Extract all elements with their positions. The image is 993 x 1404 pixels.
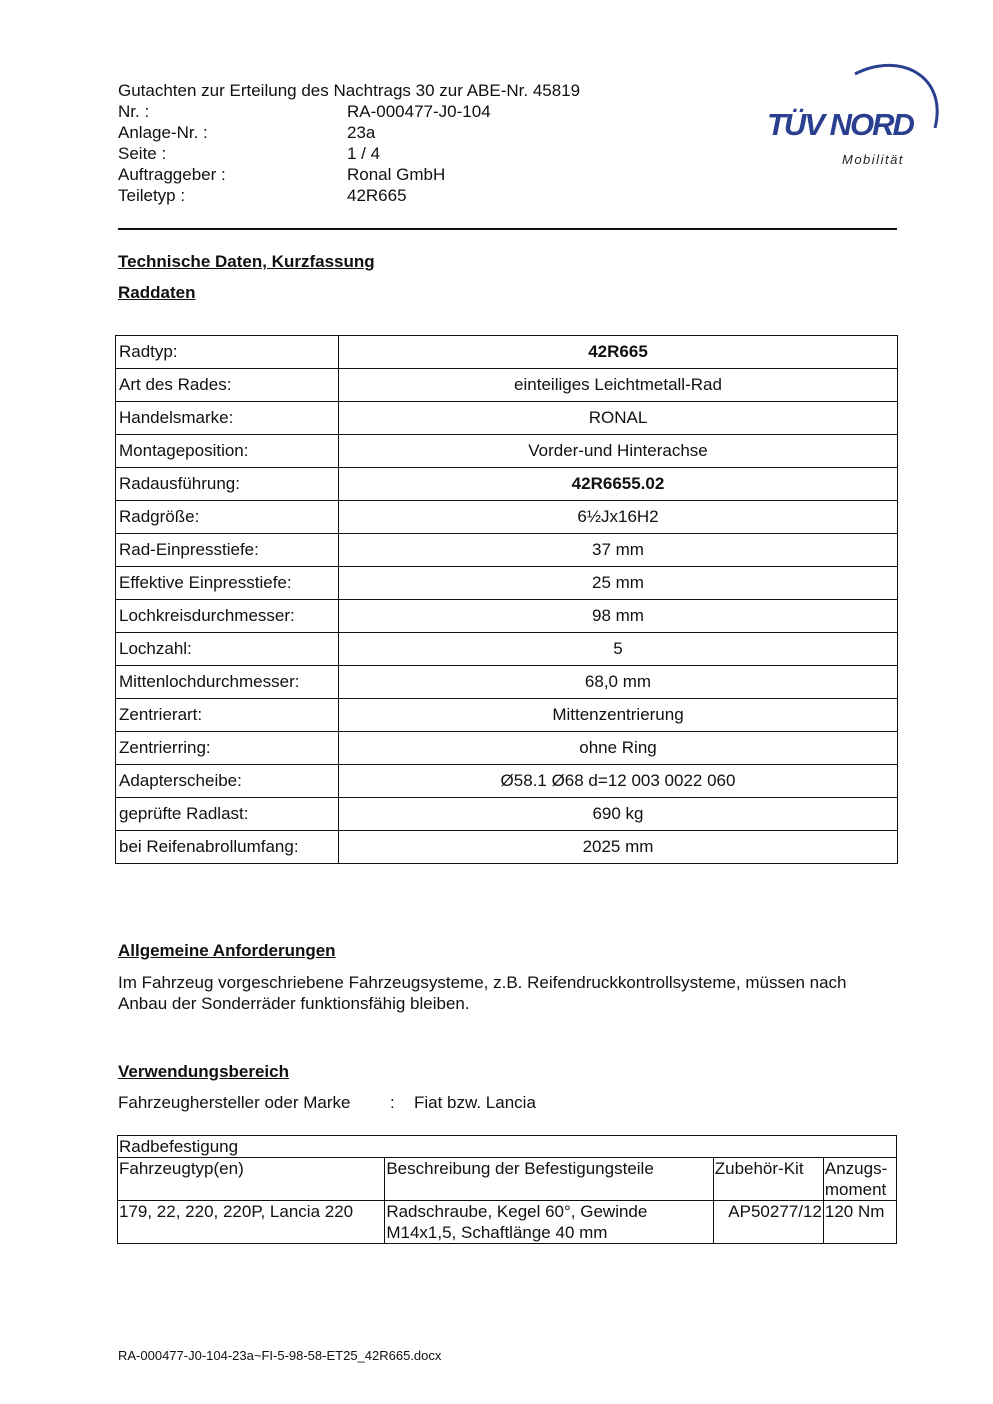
maker-label: Fahrzeughersteller oder Marke [118,1093,351,1112]
meta-row [118,164,580,185]
raddaten-value: 98 mm [339,600,898,633]
meta-row [118,101,580,122]
raddaten-value: 6½Jx16H2 [339,501,898,534]
meta-value: RA-000477-J0-104 [347,102,491,121]
raddaten-row [116,369,898,402]
raddaten-value: 25 mm [339,567,898,600]
meta-label: Auftraggeber : [118,165,226,184]
raddaten-label: Radausführung: [116,468,339,501]
meta-label: Nr. : [118,102,150,121]
raddaten-label: Adapterscheibe: [116,765,339,798]
meta-row [118,185,580,206]
raddaten-row [116,534,898,567]
raddaten-value: 2025 mm [339,831,898,864]
maker-separator: : [390,1093,395,1112]
raddaten-label: Mittenlochdurchmesser: [116,666,339,699]
raddaten-row [116,798,898,831]
document-header [118,80,580,206]
meta-row [118,122,580,143]
radbefestigung-header-cell: Anzugs- moment [823,1158,896,1201]
raddaten-label: Radgröße: [116,501,339,534]
raddaten-label: Montageposition: [116,435,339,468]
raddaten-value: 5 [339,633,898,666]
header-divider [118,228,897,230]
raddaten-label: geprüfte Radlast: [116,798,339,831]
raddaten-label: bei Reifenabrollumfang: [116,831,339,864]
meta-label: Anlage-Nr. : [118,123,208,142]
raddaten-label: Zentrierart: [116,699,339,732]
raddaten-row [116,765,898,798]
meta-label: Teiletyp : [118,186,186,205]
raddaten-value: 690 kg [339,798,898,831]
raddaten-row [116,435,898,468]
maker-line [118,1093,536,1113]
raddaten-label: Radtyp: [116,336,339,369]
raddaten-value: Ø58.1 Ø68 d=12 003 0022 060 [339,765,898,798]
radbefestigung-header-cell: Zubehör-Kit [713,1158,823,1201]
meta-value: 42R665 [347,186,407,205]
raddaten-label: Art des Rades: [116,369,339,402]
raddaten-value: Mittenzentrierung [339,699,898,732]
raddaten-value: Vorder-und Hinterachse [339,435,898,468]
raddaten-label: Lochzahl: [116,633,339,666]
footer-filename: RA-000477-J0-104-23a~FI-5-98-58-ET25_42R665.docx [118,1348,442,1363]
raddaten-row [116,468,898,501]
radbefestigung-cell: AP50277/12 [713,1201,823,1244]
raddaten-value: 42R665 [339,336,898,369]
meta-value: 1 / 4 [347,144,381,163]
logo-brand: TÜV NORD [767,107,913,142]
radbefestigung-table [117,1135,897,1244]
raddaten-row [116,732,898,765]
tech-heading: Technische Daten, Kurzfassung [118,252,375,271]
document-title: Gutachten zur Erteilung des Nachtrags 30 zur ABE-Nr. 45819 [118,81,581,100]
raddaten-row [116,501,898,534]
radbefestigung-title: Radbefestigung [118,1136,897,1158]
raddaten-row [116,699,898,732]
raddaten-value: ohne Ring [339,732,898,765]
raddaten-value: 42R6655.02 [339,468,898,501]
tuv-nord-logo [760,56,950,176]
header-meta-list [118,101,580,206]
allgemeine-text: Im Fahrzeug vorgeschriebene Fahrzeugsysteme, z.B. Reifendruckkontrollsysteme, müssen nach Anbau der Sonderräder funktionsfähig bleiben. [118,973,847,1013]
meta-value: Ronal GmbH [347,165,446,184]
raddaten-table [115,335,898,864]
raddaten-value: 37 mm [339,534,898,567]
logo-subtitle: Mobilität [842,152,904,167]
raddaten-row [116,600,898,633]
verwendung-heading: Verwendungsbereich [118,1062,289,1081]
raddaten-label: Lochkreisdurchmesser: [116,600,339,633]
raddaten-row [116,633,898,666]
radbefestigung-row [118,1201,897,1244]
meta-label: Seite : [118,144,167,163]
radbefestigung-cell: Radschraube, Kegel 60°, Gewinde M14x1,5, Schaftlänge 40 mm [385,1201,713,1244]
radbefestigung-header-row [118,1158,897,1201]
raddaten-value: 68,0 mm [339,666,898,699]
raddaten-label: Rad-Einpresstiefe: [116,534,339,567]
meta-row [118,143,580,164]
allgemeine-heading: Allgemeine Anforderungen [118,941,336,960]
radbefestigung-cell: 120 Nm [823,1201,896,1244]
radbefestigung-cell: 179, 22, 220, 220P, Lancia 220 [118,1201,385,1244]
raddaten-value: RONAL [339,402,898,435]
raddaten-row [116,567,898,600]
raddaten-label: Handelsmarke: [116,402,339,435]
raddaten-row [116,831,898,864]
raddaten-heading: Raddaten [118,283,196,302]
radbefestigung-header-cell: Beschreibung der Befestigungsteile [385,1158,713,1201]
raddaten-row [116,336,898,369]
raddaten-row [116,402,898,435]
radbefestigung-header-cell: Fahrzeugtyp(en) [118,1158,385,1201]
raddaten-value: einteiliges Leichtmetall-Rad [339,369,898,402]
maker-value: Fiat bzw. Lancia [414,1093,536,1112]
raddaten-row [116,666,898,699]
raddaten-label: Effektive Einpresstiefe: [116,567,339,600]
meta-value: 23a [347,123,376,142]
raddaten-label: Zentrierring: [116,732,339,765]
